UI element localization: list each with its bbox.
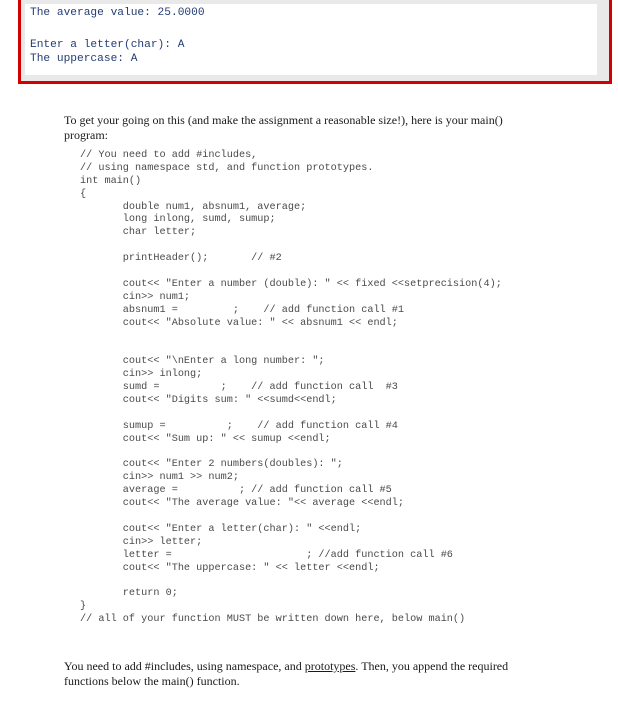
- console-line-uppercase: The uppercase: A: [30, 53, 138, 65]
- code-line: cout<< "Sum up: " << sumup <<endl;: [80, 433, 331, 445]
- code-line: printHeader(); // #2: [80, 253, 282, 265]
- code-line: [80, 575, 502, 588]
- code-line: }: [80, 601, 87, 613]
- code-line: // all of your function MUST be written down here, below main(): [80, 614, 466, 626]
- code-line: average = ; // add function call #5: [80, 485, 392, 497]
- footer-text-part1: You need to add #includes, using namespace, and: [64, 659, 305, 673]
- code-line: [80, 511, 502, 524]
- code-line: cout<< "The average value: "<< average <<endl;: [80, 498, 405, 510]
- code-line: int main(): [80, 175, 142, 187]
- code-line: // You need to add #includes,: [80, 150, 258, 161]
- prototypes-link[interactable]: prototypes: [304, 659, 356, 673]
- intro-line-1: To get your going on this (and make the assignment a reasonable size!), here is your main(): [64, 113, 503, 127]
- console-output-panel: [18, 0, 612, 84]
- code-line: cin>> letter;: [80, 536, 203, 548]
- footer-paragraph: [64, 659, 564, 689]
- code-line: [80, 408, 502, 421]
- code-line: cout<< "\nEnter a long number: ";: [80, 356, 325, 368]
- code-line: sumd = ; // add function call #3: [80, 382, 398, 394]
- code-line: [80, 330, 502, 343]
- code-line: letter = ; //add function call #6: [80, 549, 453, 561]
- console-line-enter-letter: Enter a letter(char): A: [30, 39, 185, 51]
- code-line: cout<< "The uppercase: " << letter <<endl;: [80, 562, 380, 574]
- code-line: [80, 266, 502, 279]
- code-line: return 0;: [80, 588, 178, 600]
- code-line: [80, 343, 502, 356]
- code-line: char letter;: [80, 227, 197, 239]
- code-line: [80, 446, 502, 459]
- code-line: double num1, absnum1, average;: [80, 201, 307, 213]
- intro-line-2: program:: [64, 128, 108, 142]
- intro-paragraph: [64, 113, 564, 143]
- footer-line-2: functions below the main() function.: [64, 674, 240, 688]
- code-line: cout<< "Digits sum: " <<sumd<<endl;: [80, 394, 337, 406]
- code-line: cout<< "Enter a number (double): " << fixed <<setprecision(4);: [80, 278, 502, 290]
- code-line: [80, 240, 502, 253]
- code-line: cin>> num1;: [80, 291, 191, 303]
- footer-text-part2: . Then, you append the required: [355, 659, 509, 673]
- console-output-area: [25, 4, 597, 75]
- code-line: cout<< "Absolute value: " << absnum1 << endl;: [80, 317, 398, 329]
- code-line: cin>> num1 >> num2;: [80, 472, 239, 484]
- code-line: cin>> inlong;: [80, 369, 203, 381]
- code-line: sumup = ; // add function call #4: [80, 420, 398, 432]
- code-line: cout<< "Enter a letter(char): " <<endl;: [80, 523, 362, 535]
- console-line-average: The average value: 25.0000: [30, 7, 205, 19]
- main-program-code-block: [80, 150, 502, 627]
- code-line: // using namespace std, and function prototypes.: [80, 162, 374, 174]
- code-line: {: [80, 188, 87, 200]
- code-line: absnum1 = ; // add function call #1: [80, 304, 405, 316]
- code-line: cout<< "Enter 2 numbers(doubles): ";: [80, 459, 343, 471]
- code-line: long inlong, sumd, sumup;: [80, 214, 276, 226]
